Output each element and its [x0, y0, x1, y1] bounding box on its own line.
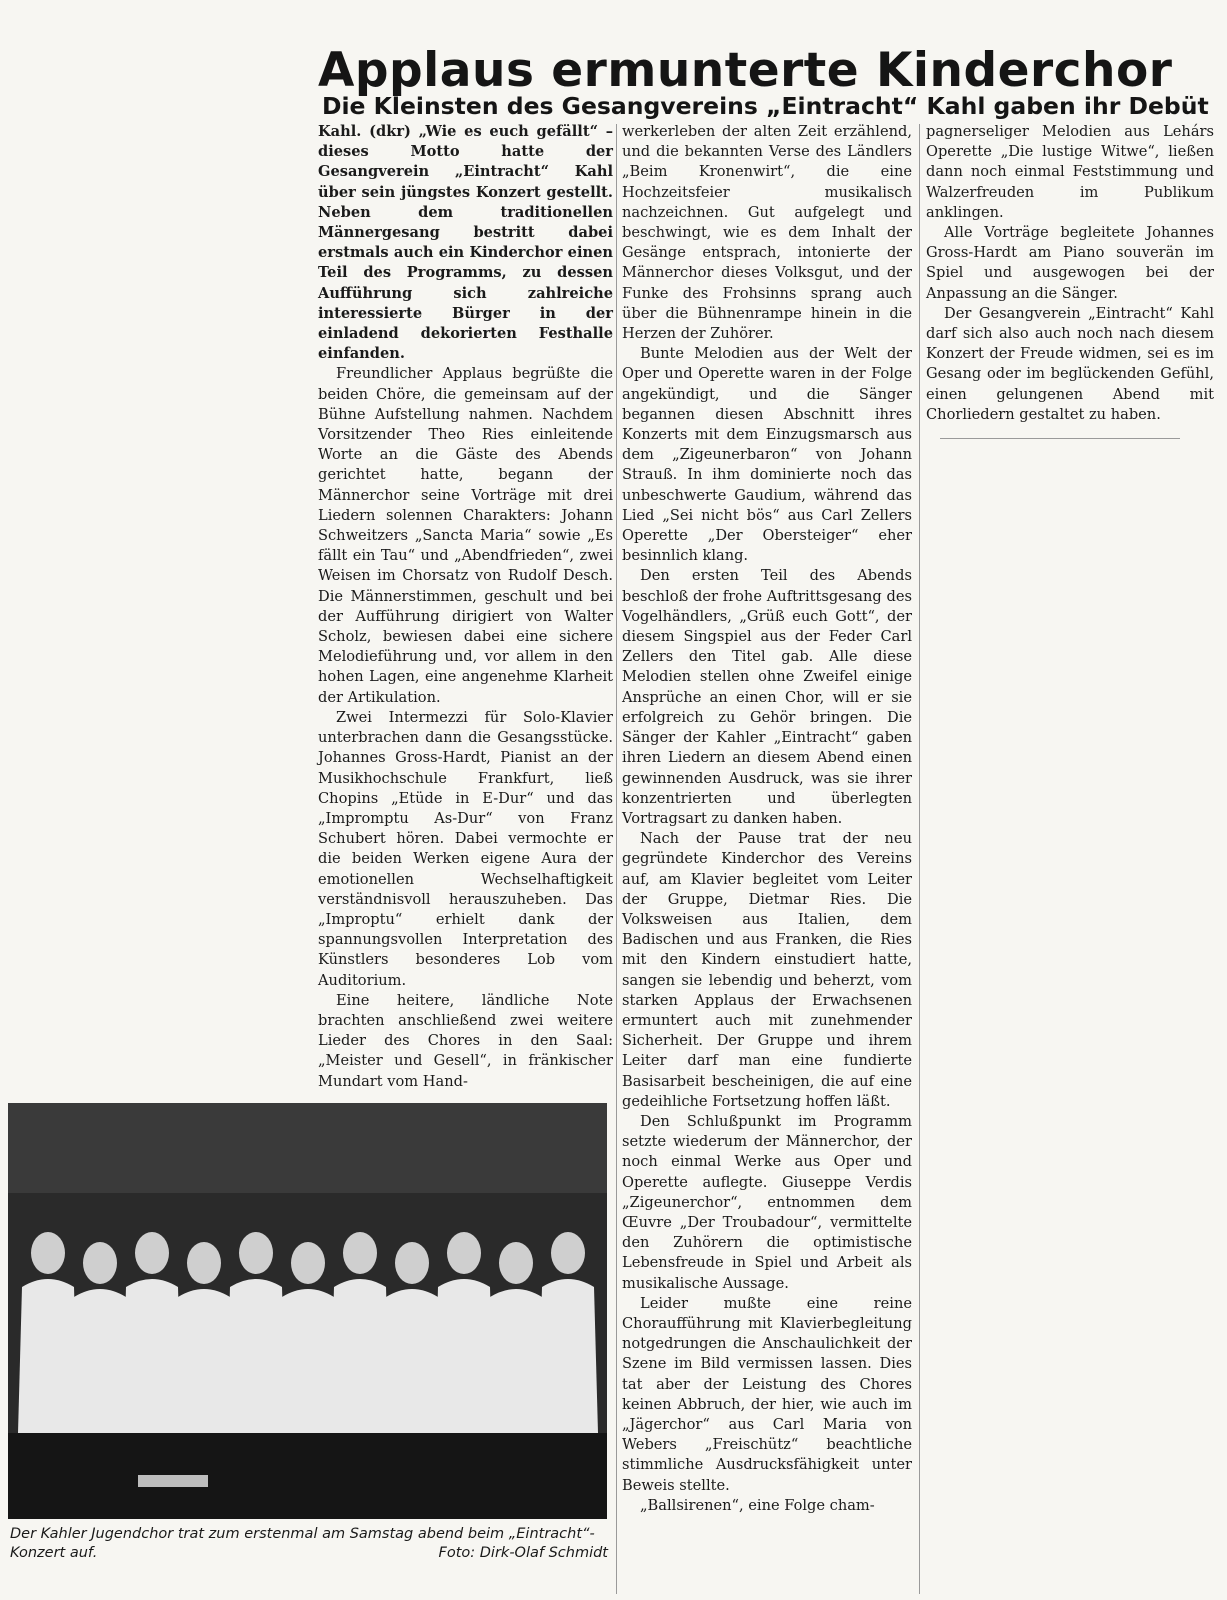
article-column-2	[622, 122, 912, 1516]
article-column-1	[318, 122, 613, 1092]
singer-robe	[538, 1279, 598, 1433]
singer-head	[83, 1242, 117, 1284]
singer-robe	[18, 1279, 78, 1433]
article-paragraph: Eine heitere, ländliche Note brachten anschließend zwei weitere Lieder des Chores in den Saal: „Meister und Gesell“, in fränkischer Mundart vom Hand-	[318, 991, 613, 1090]
singer-robe	[226, 1279, 286, 1433]
photo-back-wall	[8, 1103, 607, 1193]
article-paragraph: Freundlicher Applaus begrüßte die beiden Chöre, die gemeinsam auf der Bühne Aufstellung nahmen. Nachdem Vorsitzender Theo Ries einleitende Worte an die Gäste des Abends gerichtet hatte, begann der Männerchor seine Vorträge mit drei Liedern solennen Charakters: Johann Schweitzers „Sancta Maria“ sowie „Es fällt ein Tau“ und „Abendfrieden“, zwei Weisen im Chorsatz von Rudolf Desch. Die Männerstimmen, geschult und bei der Aufführung dirigiert von Walter Scholz, bewiesen dabei eine sichere Melodieführung und, vor allem in den hohen Lagen, eine angenehme Klarheit der Artikulation.	[318, 365, 613, 706]
singer-robe	[434, 1279, 494, 1433]
stage-light	[138, 1475, 208, 1487]
article-column-3	[926, 122, 1214, 425]
article-paragraph: Leider mußte eine reine Choraufführung mit Klavierbegleitung notgedrungen die Anschaulichkeit der Szene im Bild vermissen lassen. Dies tat aber der Leistung des Chores keinen Abbruch, der hier, wie auch im „Jägerchor“ aus Carl Maria von Webers „Freischütz“ beachtliche stimmliche Ausdrucksfähigkeit unter Beweis stellte.	[622, 1294, 912, 1494]
headline: Applaus ermunterte Kinderchor	[318, 43, 1173, 99]
singer-head	[239, 1232, 273, 1274]
singer-head	[499, 1242, 533, 1284]
singer-head	[135, 1232, 169, 1274]
singer-robe	[70, 1289, 130, 1433]
photo-caption: Der Kahler Jugendchor trat zum erstenmal am Samstag abend beim „Eintracht“-Konzert auf.	[10, 1526, 595, 1561]
choir-photo	[8, 1103, 607, 1519]
singer-head	[395, 1242, 429, 1284]
singer-head	[291, 1242, 325, 1284]
singer-robe	[174, 1289, 234, 1433]
stage-floor	[8, 1433, 607, 1519]
article-paragraph: werkerleben der alten Zeit erzählend, und die bekannten Verse des Ländlers „Beim Kronenwirt“, die eine Hochzeitsfeier musikalisch nachzeichnen. Gut aufgelegt und beschwingt, wie es dem Inhalt der Gesänge entsprach, intonierte der Männerchor dieses Volksgut, und der Funke des Frohsinns sprang auch über die Bühnenrampe hinein in die Herzen der Zuhörer.	[622, 123, 912, 343]
singer-group	[18, 1232, 598, 1433]
column-divider	[919, 124, 920, 1594]
singer-robe	[278, 1289, 338, 1433]
singer-robe	[382, 1289, 442, 1433]
article-end-rule	[940, 438, 1180, 439]
article-paragraph: Den Schlußpunkt im Programm setzte wiederum der Männerchor, der noch einmal Werke aus Oper und Operette auflegte. Giuseppe Verdis „Zigeunerchor“, entnommen dem Œuvre „Der Troubadour“, vermittelte den Zuhörern die optimistische Lebensfreude in Spiel und Arbeit als musikalische Aussage.	[622, 1112, 912, 1292]
article-paragraph: Der Gesangverein „Eintracht“ Kahl darf sich also auch noch nach diesem Konzert der Freude widmen, sei es im Gesang oder im beglückenden Gefühl, einen gelungenen Abend mit Chorliedern gestaltet zu haben.	[926, 304, 1214, 423]
article-paragraph: Zwei Intermezzi für Solo-Klavier unterbrachen dann die Gesangsstücke. Johannes Gross-Hardt, Pianist an der Musikhochschule Frankfurt, ließ Chopins „Etüde in E-Dur“ und das „Impromptu As-Dur“ von Franz Schubert hören. Dabei vermochte er die beiden Werken eigene Aura der emotionellen Wechselhaftigkeit verständnisvoll herauszuheben. Das „Improptu“ erhielt dank der spannungsvollen Interpretation des Künstlers besonderes Lob vom Auditorium.	[318, 708, 613, 989]
singer-head	[343, 1232, 377, 1274]
article-paragraph: Nach der Pause trat der neu gegründete Kinderchor des Vereins auf, am Klavier begleitet vom Leiter der Gruppe, Dietmar Ries. Die Volksweisen aus Italien, dem Badischen und aus Franken, die Ries mit den Kindern einstudiert hatte, sangen sie lebendig und beherzt, vom starken Applaus der Erwachsenen ermuntert auch mit zunehmender Sicherheit. Der Gruppe und ihrem Leiter darf man eine fundierte Basisarbeit bescheinigen, die auf eine gedeihliche Fortsetzung hoffen läßt.	[622, 830, 912, 1110]
singer-head	[447, 1232, 481, 1274]
singer-head	[551, 1232, 585, 1274]
singer-head	[187, 1242, 221, 1284]
article-paragraph: Den ersten Teil des Abends beschloß der frohe Auftrittsgesang des Vogelhändlers, „Grüß euch Gott“, der diesem Singspiel aus der Feder Carl Zellers den Titel gab. Alle diese Melodien stellen ohne Zweifel einige Ansprüche an einen Chor, will er sie erfolgreich zu Gehör bringen. Die Sänger der Kahler „Eintracht“ gaben ihren Liedern an diesem Abend einen gewinnenden Ausdruck, was sie ihrer konzentrierten und überlegten Vortragsart zu danken haben.	[622, 567, 912, 827]
article-paragraph: Bunte Melodien aus der Welt der Oper und Operette waren in der Folge angekündigt, und die Sänger begannen diesen Abschnitt ihres Konzerts mit dem Einzugsmarsch aus dem „Zigeunerbaron“ von Johann Strauß. In ihm dominierte noch das unbeschwerte Gaudium, während das Lied „Sei nicht bös“ aus Carl Zellers Operette „Der Obersteiger“ eher besinnlich klang.	[622, 345, 912, 565]
subheadline: Die Kleinsten des Gesangvereins „Eintracht“ Kahl gaben ihr Debüt	[322, 91, 1209, 120]
article-paragraph: Alle Vorträge begleitete Johannes Gross-Hardt am Piano souverän im Spiel und ausgewogen bei der Anpassung an die Sänger.	[926, 224, 1214, 302]
singer-robe	[122, 1279, 182, 1433]
lead-paragraph: Kahl. (dkr) „Wie es euch gefällt“ – dieses Motto hatte der Gesangverein „Eintracht“ Kahl über sein jüngstes Konzert gestellt. Neben dem traditionellen Männergesang bestritt dabei erstmals auch ein Kinderchor einen Teil des Programms, zu dessen Aufführung sich zahlreiche interessierte Bürger in der einladend dekorierten Festhalle einfanden.	[318, 123, 613, 363]
singer-robe	[486, 1289, 546, 1433]
article-paragraph: pagnerseliger Melodien aus Lehárs Operette „Die lustige Witwe“, ließen dann noch einmal Feststimmung und Walzerfreuden im Publikum anklingen.	[926, 123, 1214, 221]
singer-head	[31, 1232, 65, 1274]
article-paragraph: „Ballsirenen“, eine Folge cham-	[640, 1496, 875, 1514]
column-divider	[616, 124, 617, 1594]
photo-credit: Foto: Dirk-Olaf Schmidt	[438, 1545, 608, 1561]
photo-caption-block	[10, 1525, 608, 1563]
singer-robe	[330, 1279, 390, 1433]
